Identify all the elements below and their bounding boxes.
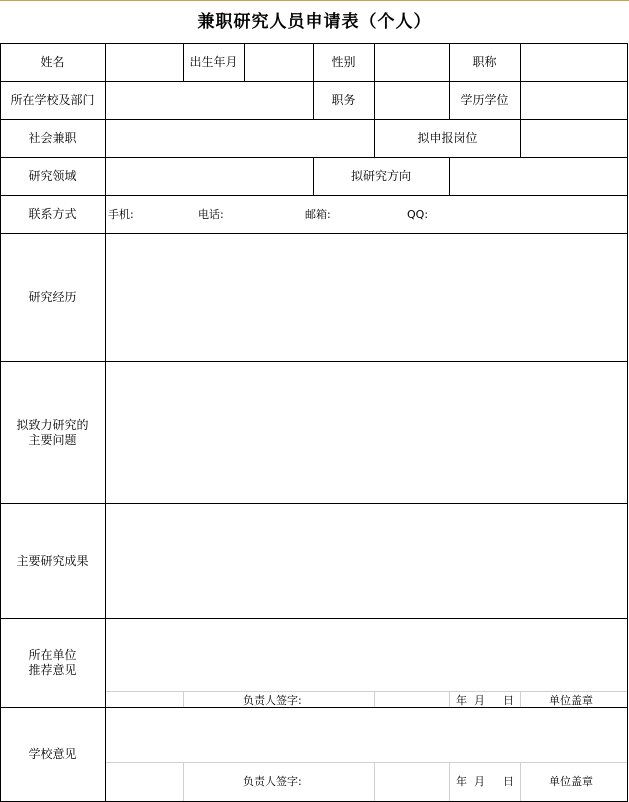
grid-line bbox=[313, 43, 314, 119]
degree-label: 学历学位 bbox=[460, 93, 509, 107]
experience-input[interactable] bbox=[106, 234, 627, 361]
birth-input[interactable] bbox=[245, 44, 313, 81]
grid-line bbox=[313, 157, 314, 195]
grid-line bbox=[449, 43, 450, 119]
school-day-label: 日 bbox=[503, 775, 514, 788]
school-input[interactable] bbox=[106, 82, 313, 119]
grid-line-faint bbox=[106, 691, 628, 692]
grid-line bbox=[0, 503, 628, 504]
grid-line-faint bbox=[106, 762, 628, 763]
grid-line-faint bbox=[449, 762, 450, 801]
post-label: 拟申报岗位 bbox=[417, 131, 478, 145]
grid-line bbox=[520, 43, 521, 157]
field-label: 研究领域 bbox=[28, 169, 77, 183]
grid-line bbox=[0, 361, 628, 362]
form-title: 兼职研究人员申请表（个人） bbox=[197, 11, 432, 32]
grid-line bbox=[0, 81, 628, 82]
grid-line bbox=[449, 157, 450, 195]
grid-line-faint bbox=[520, 762, 521, 801]
title-input[interactable] bbox=[521, 44, 627, 81]
school-year-label: 年 bbox=[456, 775, 467, 788]
grid-line bbox=[0, 618, 628, 619]
social-label: 社会兼职 bbox=[28, 131, 77, 145]
school-opinion-input[interactable] bbox=[106, 708, 627, 762]
problem-label bbox=[0, 362, 105, 503]
unit-label-line2: 推荐意见 bbox=[28, 663, 77, 677]
grid-line-faint bbox=[374, 762, 375, 801]
grid-line bbox=[0, 233, 628, 234]
unit-label bbox=[0, 619, 105, 707]
post-input[interactable] bbox=[521, 120, 627, 157]
unit-month-label: 月 bbox=[474, 694, 485, 707]
contact-label: 联系方式 bbox=[28, 207, 77, 221]
grid-line-faint bbox=[520, 691, 521, 707]
grid-line bbox=[0, 157, 628, 158]
degree-input[interactable] bbox=[521, 82, 627, 119]
experience-label: 研究经历 bbox=[28, 290, 77, 304]
grid-line-faint bbox=[449, 691, 450, 707]
name-label: 姓名 bbox=[40, 55, 65, 69]
position-input[interactable] bbox=[375, 82, 449, 119]
grid-line bbox=[244, 43, 245, 81]
results-label: 主要研究成果 bbox=[16, 553, 89, 568]
school-opinion-label: 学校意见 bbox=[28, 747, 77, 761]
school-signature-label: 负责人签字: bbox=[243, 775, 302, 788]
direction-input[interactable] bbox=[449, 158, 627, 195]
grid-line bbox=[0, 195, 628, 196]
direction-label: 拟研究方向 bbox=[350, 169, 411, 183]
school-label: 所在学校及部门 bbox=[10, 93, 95, 107]
gender-input[interactable] bbox=[375, 44, 449, 81]
birth-label: 出生年月 bbox=[189, 55, 238, 69]
gender-label: 性别 bbox=[331, 55, 356, 69]
phone-label: 电话: bbox=[198, 208, 224, 221]
grid-line bbox=[0, 43, 1, 802]
grid-line-faint bbox=[183, 762, 184, 801]
grid-line-faint bbox=[183, 691, 184, 707]
grid-line bbox=[627, 43, 628, 802]
mobile-label: 手机: bbox=[108, 208, 134, 221]
qq-label: QQ: bbox=[407, 208, 429, 221]
position-label: 职务 bbox=[331, 93, 356, 107]
results-input[interactable] bbox=[106, 504, 627, 618]
unit-seal-label: 单位盖章 bbox=[549, 694, 593, 707]
grid-line bbox=[183, 43, 184, 81]
problem-label-line1: 拟致力研究的 bbox=[16, 417, 89, 432]
unit-opinion-input[interactable] bbox=[106, 619, 627, 691]
school-month-label: 月 bbox=[474, 775, 485, 788]
problem-label-line2: 主要问题 bbox=[28, 432, 77, 447]
unit-signature-label: 负责人签字: bbox=[243, 694, 302, 707]
unit-day-label: 日 bbox=[503, 694, 514, 707]
grid-line bbox=[0, 707, 628, 708]
social-input[interactable] bbox=[106, 120, 374, 157]
grid-line bbox=[0, 119, 628, 120]
school-seal-label: 单位盖章 bbox=[549, 775, 593, 788]
grid-line bbox=[105, 43, 106, 802]
field-input[interactable] bbox=[106, 158, 313, 195]
problem-input[interactable] bbox=[106, 362, 627, 503]
unit-year-label: 年 bbox=[456, 694, 467, 707]
email-label: 邮箱: bbox=[305, 208, 331, 221]
grid-line bbox=[0, 43, 628, 44]
title-label: 职称 bbox=[472, 55, 497, 69]
grid-line bbox=[374, 43, 375, 157]
grid-line-faint bbox=[374, 691, 375, 707]
unit-label-line1: 所在单位 bbox=[28, 648, 77, 662]
name-input[interactable] bbox=[106, 44, 183, 81]
